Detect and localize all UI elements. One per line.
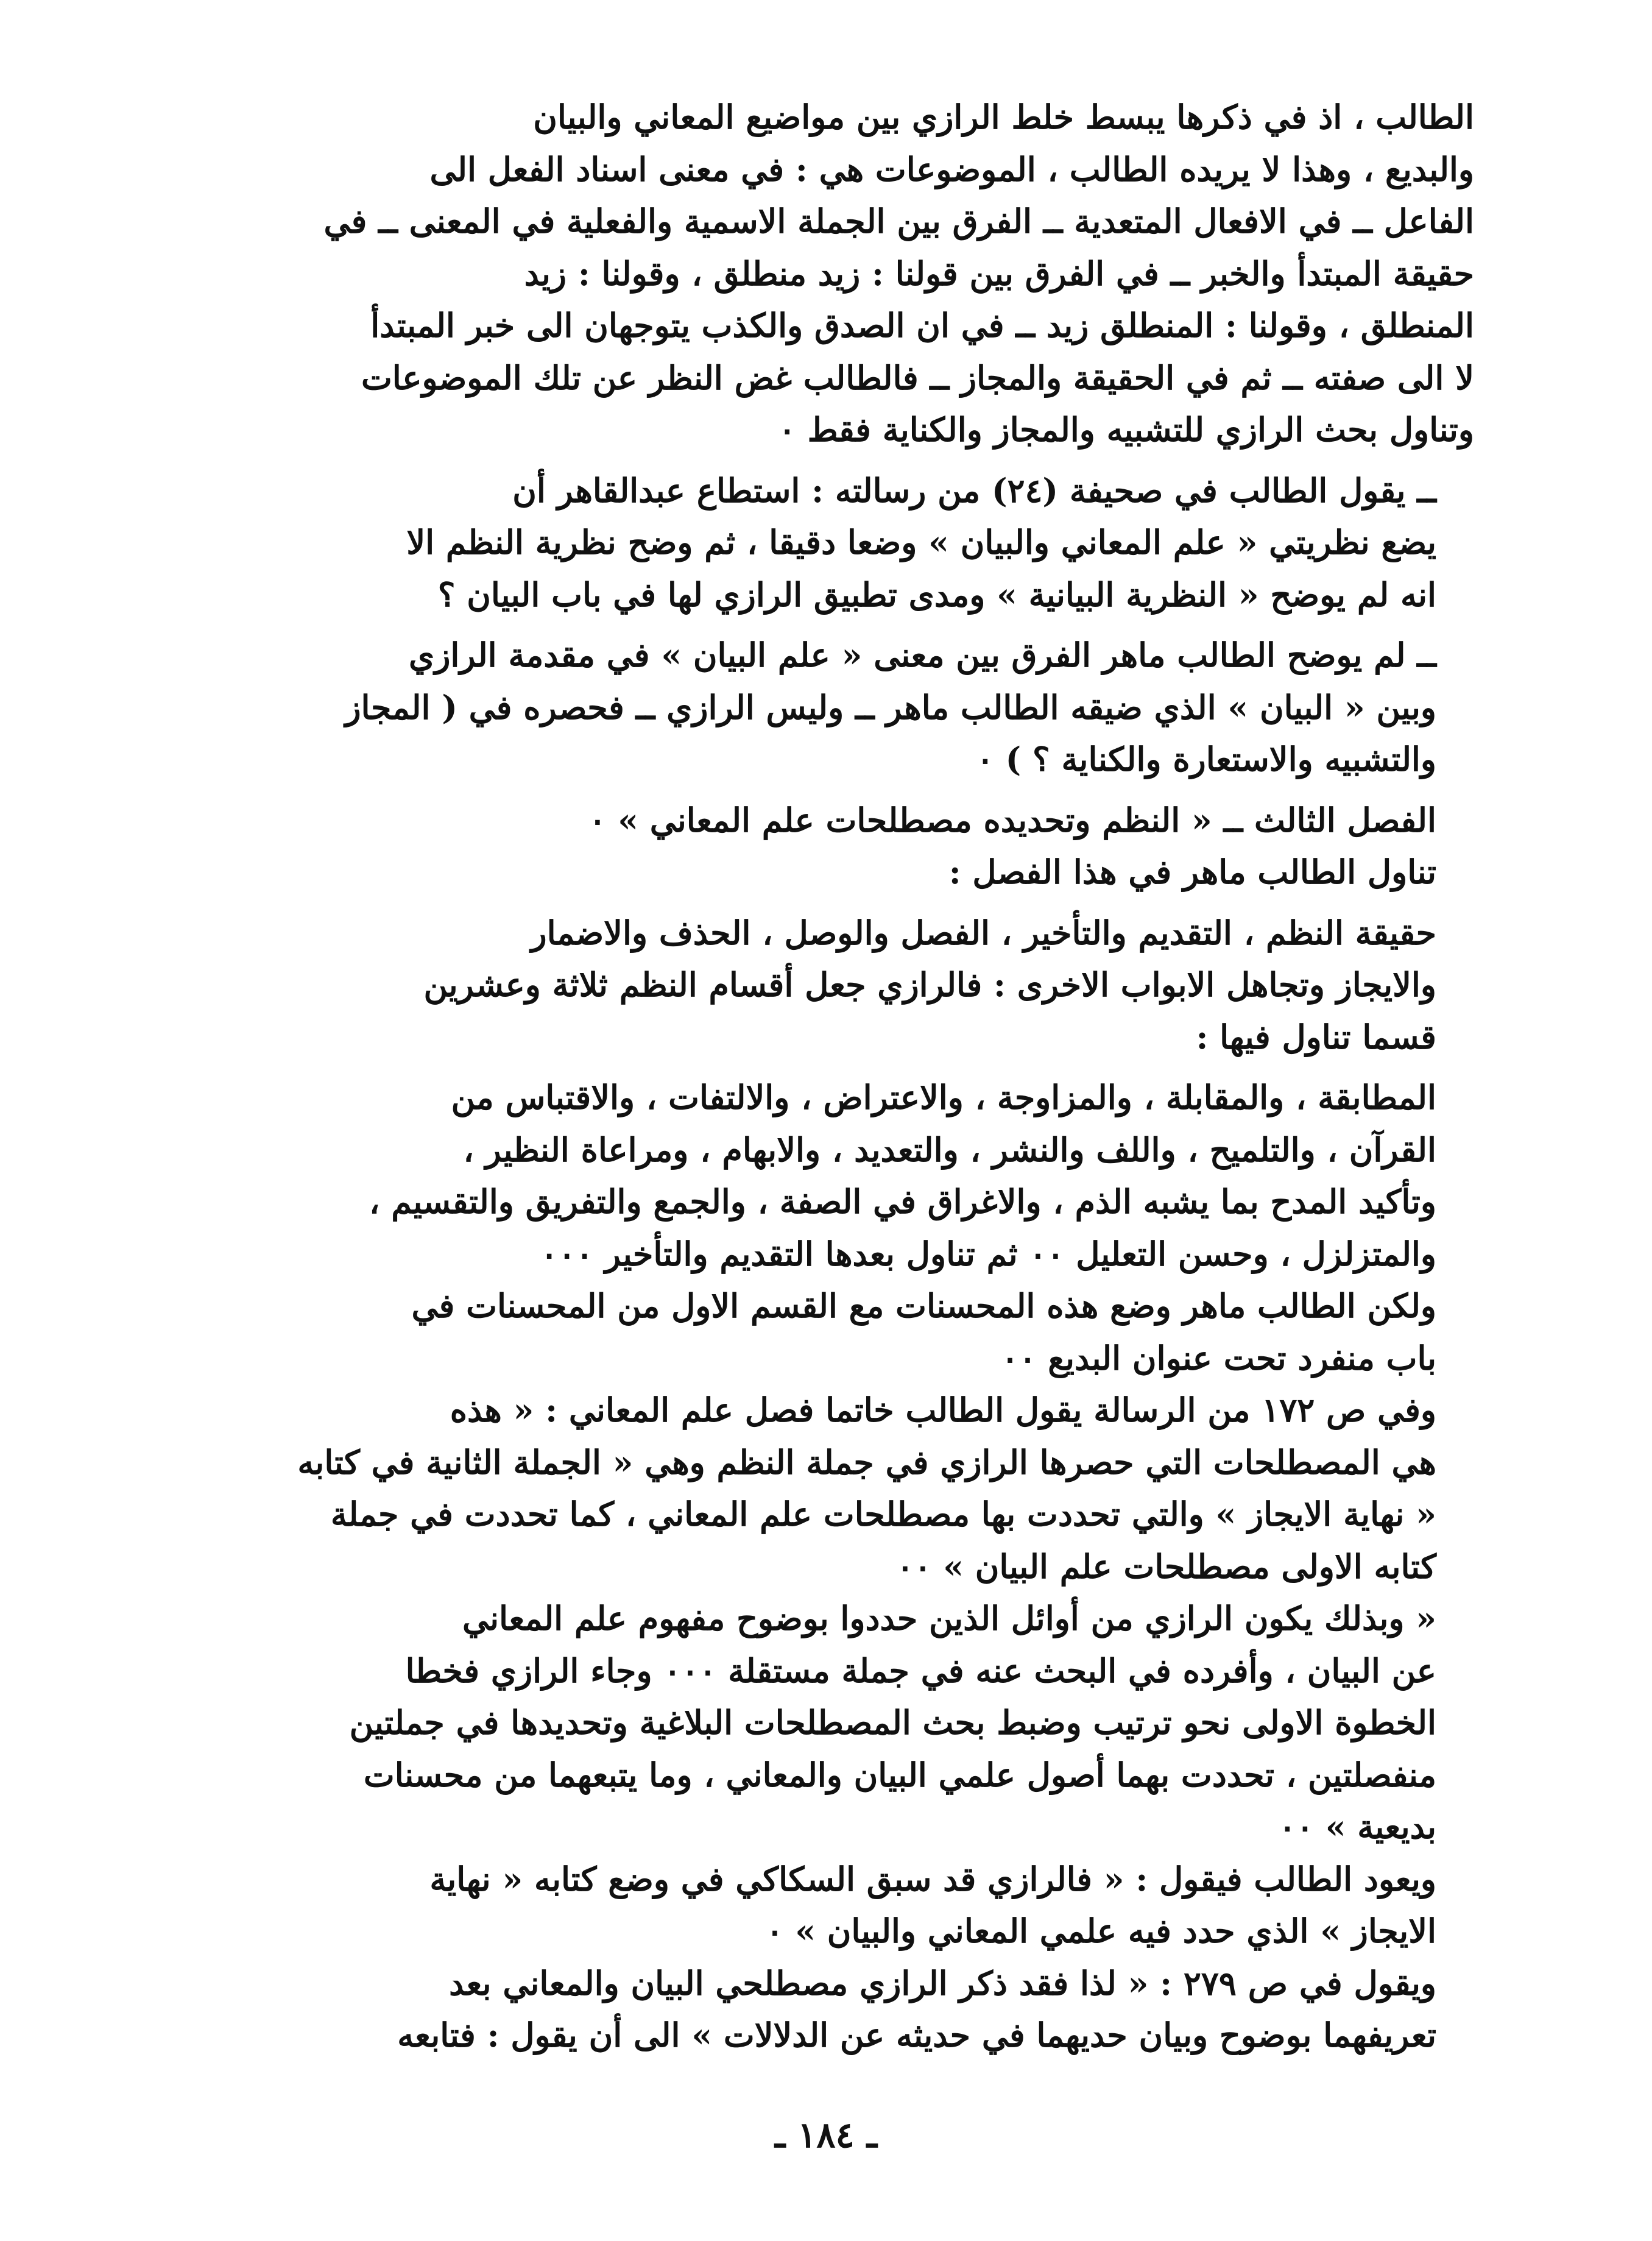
paragraph-2: ــ يقول الطالب في صحيفة (٢٤) من رسالته : استطاع عبدالقاهر أن يضع نظريتي « علم المعاني والبيان » وضعا دقيقا ، ثم وضح نظرية النظم الا انه لم يوضح « النظرية البيانية » ومدى تطبيق الرازي لها في باب البيان ؟ [406,470,1436,614]
paragraph-8: « وبذلك يكون الرازي من أوائل الذين حددوا بوضوح مفهوم علم المعاني عن البيان ، وأفرده في البحث عنه في جملة مستقلة ٠٠٠ وجاء الرازي فخطا الخطوة الاولى نحو ترتيب وضبط بحث المصطلحات البلاغية وتحديدها في جملتين منفصلتين ، تحددت بهما أصول علمي البيان والمعاني ، وما يتبعهما من محسنات بديعية » ٠٠ [349,1599,1436,1846]
page-number: ـ ١٨٤ ـ [775,2114,877,2156]
paragraph-7: وفي ص ١٧٢ من الرسالة يقول الطالب خاتما فصل علم المعاني : « هذه هي المصطلحات التي حصرها الرازي في جملة النظم وهي « الجملة الثانية في كتابه « نهاية الايجاز » والتي تحددت بها مصطلحات علم المعاني ، كما تحددت في جملة كتابه الاولى مصطلحات علم البيان » ٠٠ [297,1390,1436,1586]
paragraph-4: حقيقة النظم ، التقديم والتأخير ، الفصل والوصل ، الحذف والاضمار والايجاز وتجاهل الابواب الاخرى : فالرازي جعل أقسام النظم ثلاثة وعشرين قسما تناول فيها : [423,913,1436,1057]
body-text [183,91,1474,2062]
paragraph-9: ويعود الطالب فيقول : « فالرازي قد سبق السكاكي في وضع كتابه « نهاية الايجاز » الذي حدد فيه علمي المعاني والبيان » ٠ [429,1859,1436,1950]
section-heading-chapter-3: الفصل الثالث ــ « النظم وتحديده مصطلحات علم المعاني » ٠ تناول الطالب ماهر في هذا الفصل : [588,800,1436,891]
paragraph-5: المطابقة ، والمقابلة ، والمزاوجة ، والاعتراض ، والالتفات ، والاقتباس من القرآن ، والتلميح ، واللف والنشر ، والتعديد ، والابهام ، ومراعاة النظير ، وتأكيد المدح بما يشبه الذم ، والاغراق في الصفة ، والجمع والتفريق والتقسيم ، والمتزلزل ، وحسن التعليل ٠٠ ثم تناول بعدها التقديم والتأخير ٠٠٠ [369,1078,1436,1273]
paragraph-3: ــ لم يوضح الطالب ماهر الفرق بين معنى « علم البيان » في مقدمة الرازي وبين « البيان » الذي ضيقه الطالب ماهر ــ وليس الرازي ــ فحصره في ( المجاز والتشبيه والاستعارة والكناية ؟ ) ٠ [345,635,1436,779]
paragraph-6: ولكن الطالب ماهر وضع هذه المحسنات مع القسم الاول من المحسنات في باب منفرد تحت عنوان البديع ٠٠ [411,1286,1436,1378]
paragraph-1: الطالب ، اذ في ذكرها يبسط خلط الرازي بين مواضيع المعاني والبيان والبديع ، وهذا لا يريده الطالب ، الموضوعات هي : في معنى اسناد الفعل الى الفاعل ــ في الافعال المتعدية ــ الفرق بين الجملة الاسمية والفعلية في المعنى ــ في حقيقة المبتدأ والخبر ــ في الفرق بين قولنا : زيد منطلق ، وقولنا : زيد المنطلق ، وقولنا : المنطلق زيد ــ في ان الصدق والكذب يتوجهان الى خبر المبتدأ لا الى صفته ــ ثم في الحقيقة والمجاز ــ فالطالب غض النظر عن تلك الموضوعات وتناول بحث الرازي للتشبيه والمجاز والكناية فقط ٠ [323,97,1474,449]
paragraph-10: ويقول في ص ٢٧٩ : « لذا فقد ذكر الرازي مصطلحي البيان والمعاني بعد تعريفهما بوضوح وبيان حديهما في حديثه عن الدلالات » الى أن يقول : فتابعه [397,1963,1436,2055]
